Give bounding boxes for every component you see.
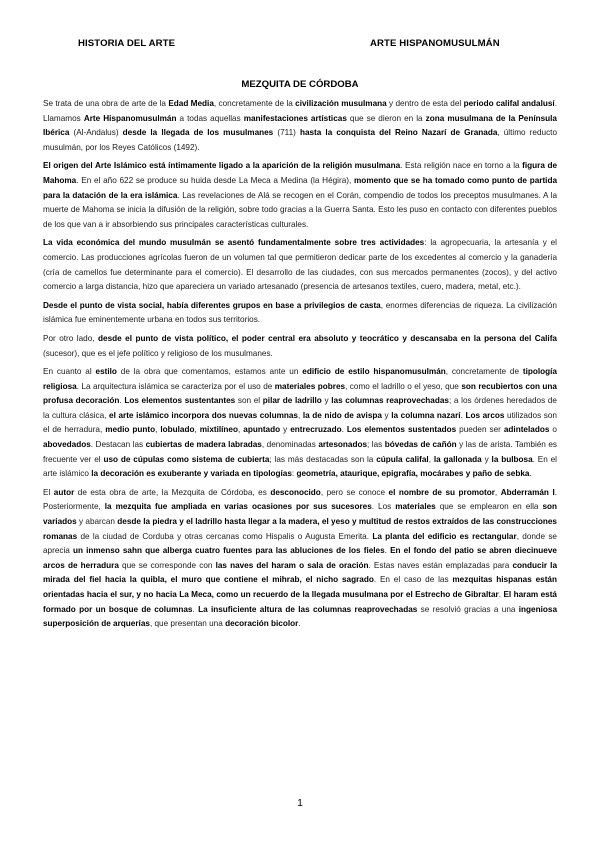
bold-run: la mezquita fue ampliada en varias ocasiones por sus sucesores [104,502,372,512]
text-run: ; a los órdenes heredados de la cultura clásica, [43,396,557,420]
text-run: . Estas naves están emplazadas para [368,560,513,570]
text-run: En cuanto al [43,367,96,377]
bold-run: pilar de ladrillo [262,396,322,406]
bold-run: la gallonada [433,454,482,464]
paragraph-3 [43,236,557,294]
bold-run: artesonados [318,440,367,450]
bold-run: el arte islámico incorpora dos nuevas columnas [109,410,298,420]
bold-run: medio punto [105,425,156,435]
bold-run: materiales [395,502,436,512]
document-title: MEZQUITA DE CÓRDOBA [241,79,359,90]
bold-run: La planta del edificio es rectangular [372,531,517,541]
text-run: . Llamamos [43,99,557,123]
paragraph-7 [43,486,557,632]
text-run: que se dieron en la [346,113,426,123]
bold-run: un inmenso sahn que alberga cuatro fuentes para las abluciones de los fieles [72,546,385,556]
text-run: , que presentan una [149,619,226,629]
text-run: y dentro de esta del [386,99,464,108]
bold-run: la columna nazarí [391,410,461,420]
text-run: , enormes diferencias de riqueza. La civilización islámica fue eminentemente urbana en todos sus territorios. [43,300,557,325]
bold-run: la bulbosa [491,454,533,464]
bold-run: desde la llegada de los musulmanes [122,128,274,138]
bold-run: civilización musulmana [295,99,387,108]
bold-run: mixtilíneo [199,425,238,435]
text-run: , [297,410,303,420]
bold-run: desde la piedra y el ladrillo hasta llegar a la madera, el yeso y multitud de restos extraídos de las construcciones romanas [43,517,557,541]
bold-run: el nombre de su promotor [388,487,495,497]
bold-run: desde el punto de vista político, el poder central era absoluto y teocrático y descansaba en la persona del Califa [98,333,557,343]
text-run: . Destacan las [90,440,146,450]
text-run: , [237,425,244,435]
bold-run: materiales pobres [274,381,346,391]
bold-run: ingeniosa superposición de arquerías [43,604,557,629]
text-run: ; las [367,440,385,450]
bold-run: En el fondo del patio se abren diecinueve arcos de herradura [43,546,557,570]
bold-run: La insuficiente altura de las columnas reaprovechadas [198,604,418,614]
bold-run: periodo califal andalusí [463,99,555,108]
bold-run: bóvedas de cañón [384,440,457,450]
text-run: , pero se conoce [320,487,389,497]
text-run: , [194,425,200,435]
text-run: . En el arte islámico [43,454,558,479]
text-run: que se corresponde con [118,560,216,570]
bold-run: El haram está formado por un bosque de columnas [43,590,557,614]
bold-run: zona musulmana de la Península Ibérica [43,113,557,138]
text-run: de la ciudad de Corduba y otras cercanas como Hispalis o Augusta Emerita. [77,531,373,541]
text-run: y [280,425,291,435]
text-run: . Las revelaciones de Alá se recogen en el Corán, compendio de todos los preceptos musulmanes. A la muerte de Mahoma se inicia la difusión de la religión, sobre todo gracias a la Guerra Santa. Esto les puso en contacto con diferentes pueblos de los que van a ir absorbiendo sus principales características culturales. [43,190,557,229]
text-run: y las de arista. También es frecuente ver el [43,440,558,464]
bold-run: son recubiertos con una profusa decoración [43,381,557,406]
bold-run: Los elementos sustentantes [124,396,236,406]
header-subject: HISTORIA DEL ARTE [78,38,176,49]
text-run: de esta obra de arte, la Mezquita de Córdoba, es [74,487,271,497]
text-run: . Posteriormente, [43,487,557,512]
text-run: . [460,410,466,420]
bold-run: mezquitas hispanas están orientadas hacia el sur, y no hacia La Meca, como un recuerdo de la llegada musulmana por el Estrecho de Gibraltar [43,575,557,599]
text-run: . [119,396,125,406]
bold-run: Arte Hispanomusulmán [83,113,177,123]
bold-run: adintelados [503,425,550,435]
text-run: . [341,425,347,435]
paragraph-5 [43,332,557,361]
text-run: El [43,487,54,497]
bold-run: cúpula califal [376,454,429,464]
text-run: : [291,469,297,479]
text-run: . Los [371,502,396,512]
page-number: 1 [297,798,303,809]
text-run: ; las más destacadas son la [269,454,377,464]
paragraph-6 [43,365,557,482]
bold-run: tipología religiosa [43,367,557,391]
text-run: . [498,590,504,599]
text-run: pueden ser [456,425,504,435]
bold-run: conducir la mirada del fiel hacia la quibla, el muro que contiene el mihrab, el nicho sagrado [43,560,557,585]
bold-run: desconocido [270,487,321,497]
text-run: y abarcan [76,517,118,527]
text-run: y [481,454,492,464]
text-run: (sucesor), que es el jefe político y religioso de los musulmanes. [43,348,273,358]
bold-run: Los elementos sustentados [346,425,457,435]
bold-run: Abderramán I [500,487,555,497]
text-run: , [428,454,434,464]
text-run: , donde se aprecia [43,531,557,556]
text-run: Por otro lado, [43,333,99,343]
text-run: Se trata de una obra de arte de la [43,99,169,108]
text-run: utilizados son el de herradura, [43,410,557,435]
text-run: a todas aquellas [176,113,244,123]
bold-run: uso de cúpulas como sistema de cubierta [103,454,270,464]
bold-run: figura de Mahoma [43,161,557,185]
paragraph-4 [43,299,557,328]
text-run: son el [235,396,263,406]
text-run: . [529,469,532,479]
bold-run: la de nido de avispa [302,410,382,420]
text-run: : la agropecuaria, la artesanía y el comercio. Las producciones agrícolas fueron de un volumen tal que permitieron dedicar parte de los excedentes al comercio y la ganadería (cría de camellos fue determinante para el comercio). El desarrollo de las ciudades, con sus mercados permanentes (zocos), y del activo comercio a larga distancia, hizo que apareciera un variado artesanado (presencia de artesanos textiles, cuero, madera, metal, etc.). [43,238,557,292]
text-run: y [321,396,332,406]
bold-run: Edad Media [168,99,214,108]
bold-run: autor [53,487,75,497]
bold-run: entrecruzado [290,425,342,435]
text-run: . La arquitectura islámica se caracteriza por el uso de [76,381,275,391]
bold-run: son variados [43,502,557,527]
text-run: , [155,425,161,435]
document-body [43,97,557,636]
text-run: de la obra que comentamos, estamos ante un [116,367,303,377]
bold-run: La vida económica del mundo musulmán se asentó fundamentalmente sobre tres actividades [43,238,425,248]
text-run: . Esta religión nace en torno a la [400,161,523,171]
paragraph-2 [43,159,557,232]
paragraph-1 [43,97,557,155]
bold-run: edificio de estilo hispanomusulmán [302,367,446,377]
text-run: . [384,546,391,556]
header-topic: ARTE HISPANOMUSULMÁN [370,38,500,49]
text-run: , [494,487,501,497]
bold-run: Los arcos [465,410,505,420]
text-run: , último reducto musulmán, por los Reyes Católicos (1492). [43,128,557,152]
text-run: (711) [273,128,300,138]
bold-run: cubiertas de madera labradas [145,440,262,450]
text-run: . En el año 622 se produce su huida desde La Meca a Medina (la Hégira), [76,175,355,185]
bold-run: las columnas reaprovechadas [331,396,449,406]
bold-run: estilo [95,367,117,377]
text-run: , concretamente de la [213,99,296,108]
bold-run: decoración bicolor [225,619,299,629]
bold-run: abovedados [43,440,91,450]
text-run: . [192,604,199,614]
text-run: , concretamente de [445,367,523,377]
text-run: y [381,410,392,420]
text-run: . [298,619,301,629]
text-run: se resolvió gracias a una [417,604,519,614]
text-run: , como el ladrillo o el yeso, que [345,381,462,391]
bold-run: momento que se ha tomado como punto de partida para la datación de la era islámica [43,175,557,200]
bold-run: hasta la conquista del Reino Nazarí de Granada [299,128,498,138]
text-run: . En el caso de las [373,575,453,585]
bold-run: apuntado [243,425,281,435]
bold-run: manifestaciones artísticas [243,113,347,123]
bold-run: Desde el punto de vista social, había diferentes grupos en base a privilegios de casta [43,300,381,310]
text-run: que se emplearon en ella [435,502,543,512]
text-run: (Al-Andalus) [69,128,123,138]
bold-run: la decoración es exuberante y variada en tipologías [91,469,292,479]
bold-run: El origen del Arte Islámico está íntimamente ligado a la aparición de la religión musulmana [43,161,401,171]
text-run: o [549,425,557,435]
bold-run: geometría, ataurique, epigrafía, mocárabes y paño de sebka [296,469,530,479]
bold-run: las naves del haram o sala de oración [215,560,369,570]
bold-run: lobulado [160,425,195,435]
text-run: , denominadas [261,440,319,450]
